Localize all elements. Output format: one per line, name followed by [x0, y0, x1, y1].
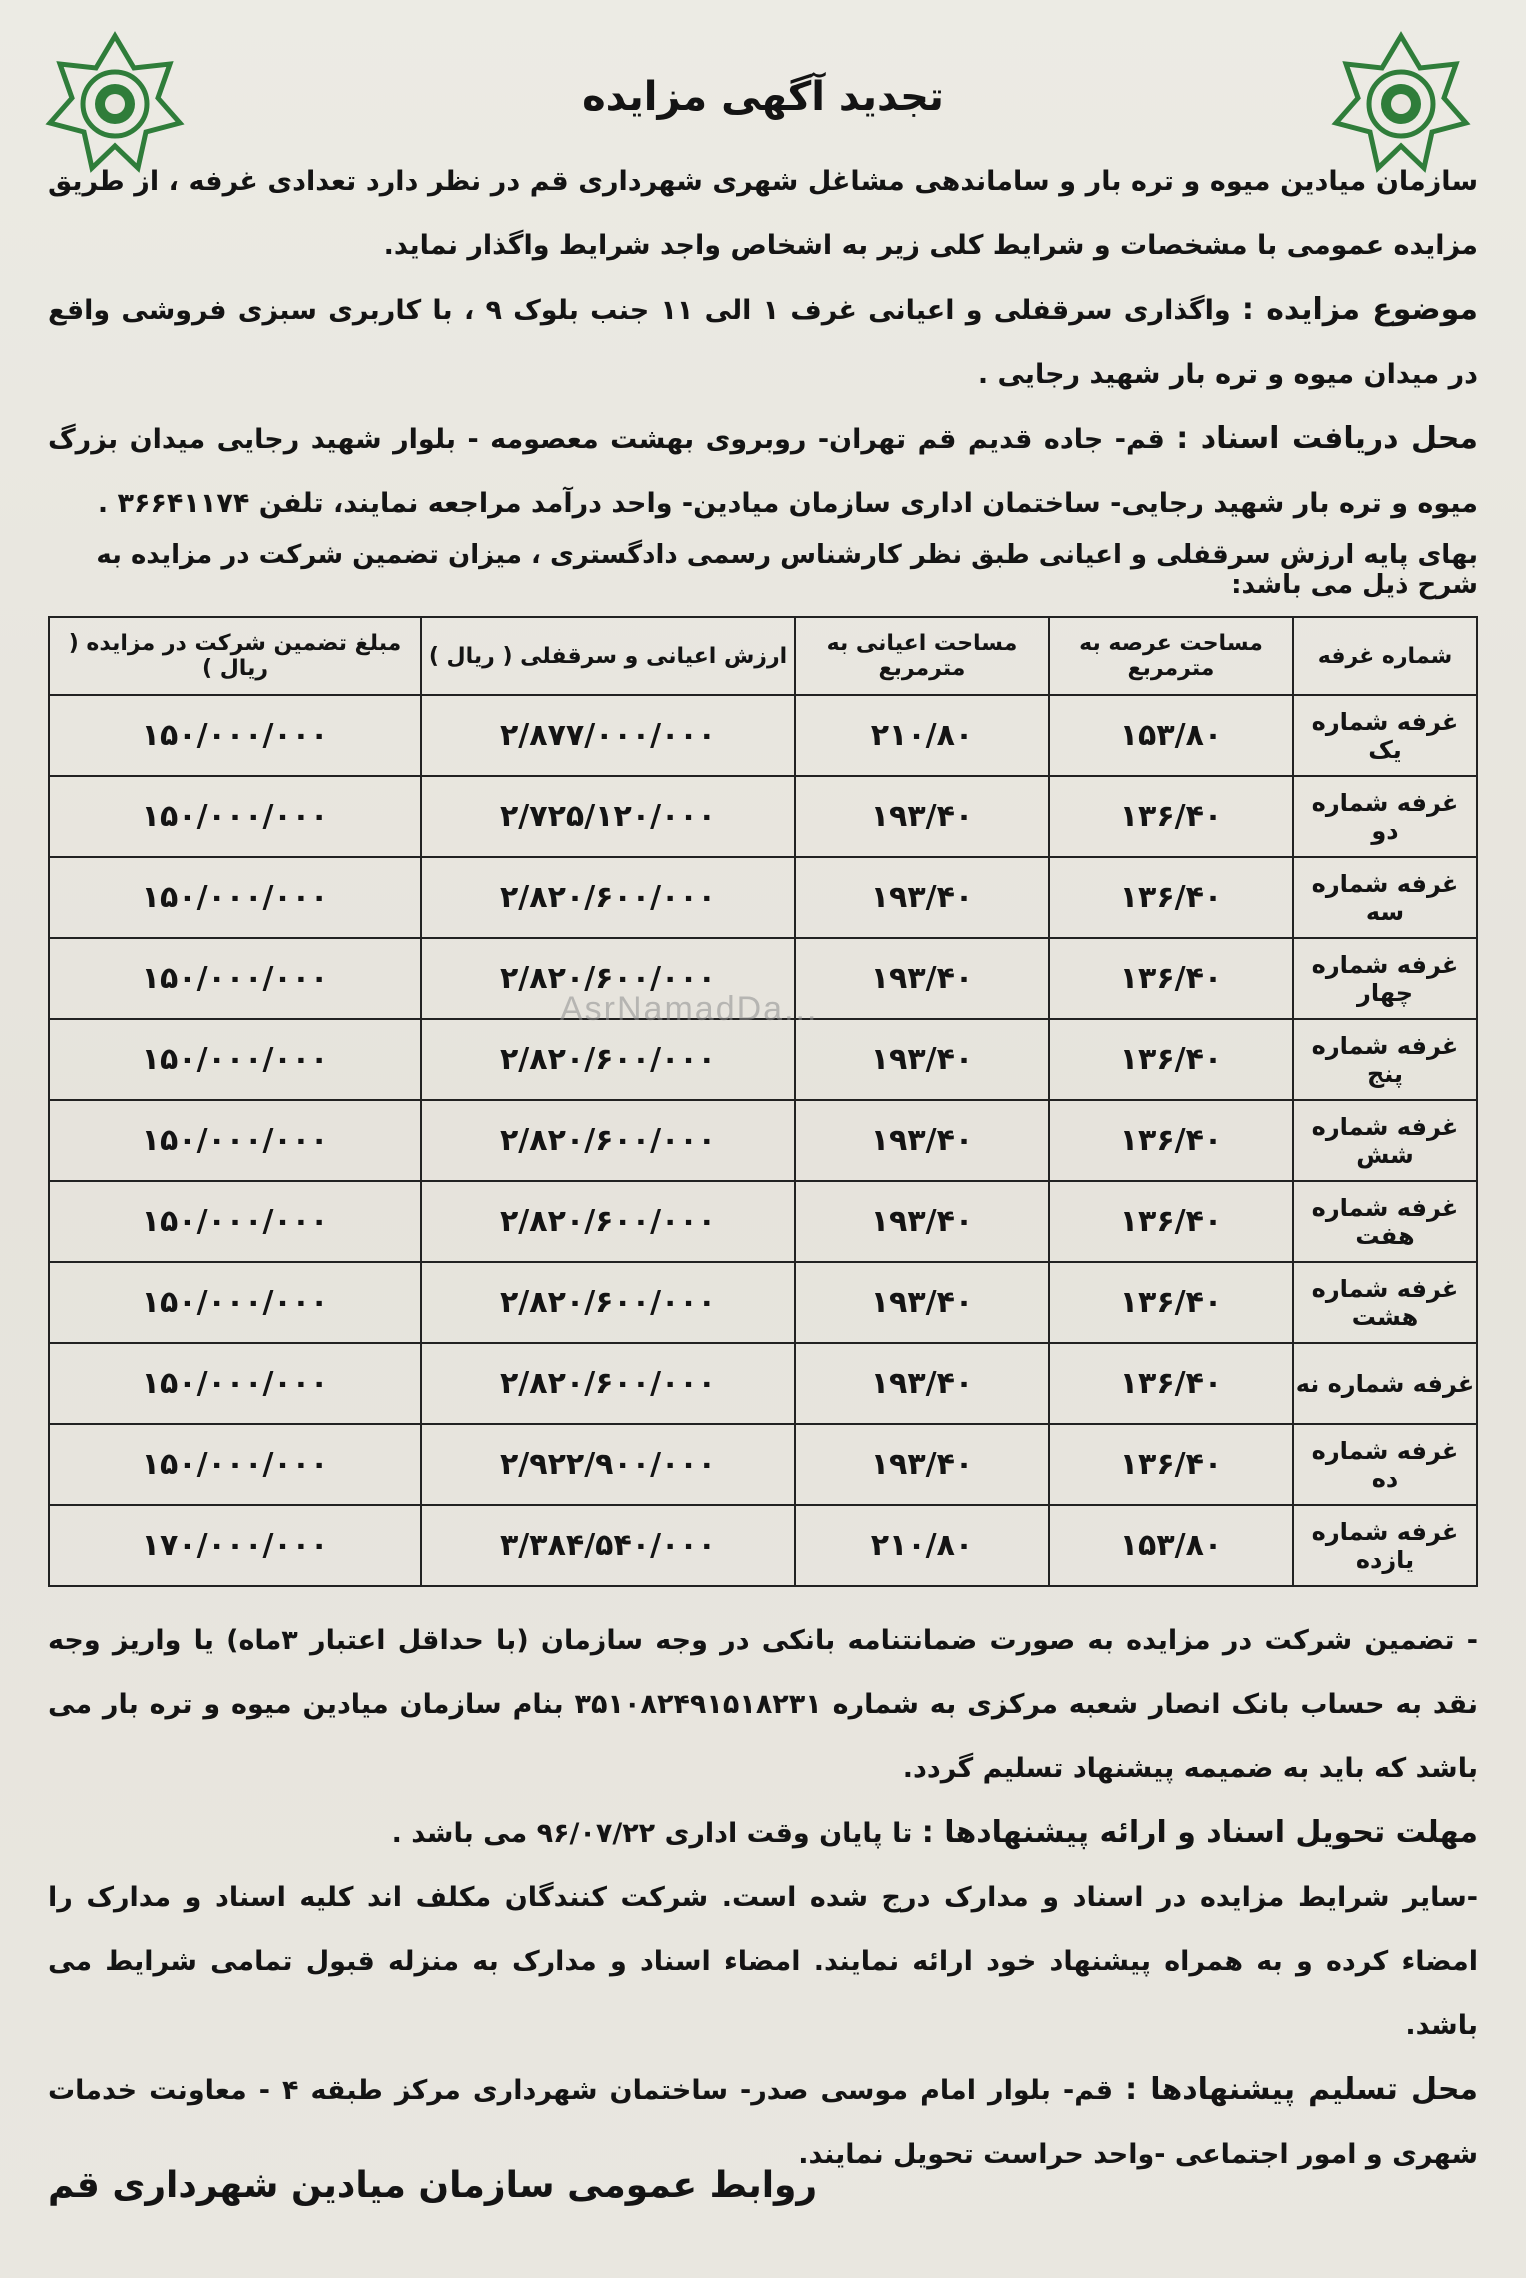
cell-land-area: ۱۳۶/۴۰ [1049, 857, 1293, 938]
cell-room: غرفه شماره شش [1293, 1100, 1477, 1181]
cell-building-area: ۱۹۳/۴۰ [795, 1019, 1049, 1100]
cell-room: غرفه شماره یازده [1293, 1505, 1477, 1586]
cell-building-area: ۲۱۰/۸۰ [795, 1505, 1049, 1586]
cell-building-area: ۱۹۳/۴۰ [795, 857, 1049, 938]
cell-value: ۲/۸۷۷/۰۰۰/۰۰۰ [421, 695, 795, 776]
subject-text: واگذاری سرقفلی و اعیانی غرف ۱ الی ۱۱ جنب بلوک ۹ ، با کاربری سبزی فروشی واقع در میدان میوه و تره بار شهید رجایی . [48, 295, 1478, 390]
table-row [49, 1343, 1477, 1424]
deadline-label: مهلت تحویل اسناد و ارائه پیشنهادها : [921, 1815, 1478, 1850]
cell-building-area: ۱۹۳/۴۰ [795, 938, 1049, 1019]
ad-title: تجدید آگهی مزایده [582, 74, 944, 120]
header-land-area: مساحت عرصه به مترمربع [1049, 617, 1293, 695]
table-intro: بهای پایه ارزش سرقفلی و اعیانی طبق نظر کارشناس رسمی دادگستری ، میزان تضمین شرکت در مزایده به شرح ذیل می باشد: [96, 540, 1478, 600]
cell-guarantee: ۱۵۰/۰۰۰/۰۰۰ [49, 1343, 421, 1424]
guarantee-paragraph: - تضمین شرکت در مزایده به صورت ضمانتنامه بانکی در وجه سازمان (با حداقل اعتبار ۳ماه) یا واریز وجه نقد به حساب بانک انصار شعبه مرکزی به شماره ۳۵۱۰۸۲۴۹۱۵۱۸۲۳۱ بنام سازمان میادین میوه و تره بار می باشد که باید به ضمیمه پیشنهاد تسلیم گردد. [48, 1625, 1479, 1784]
cell-value: ۲/۸۲۰/۶۰۰/۰۰۰ [421, 857, 795, 938]
cell-building-area: ۱۹۳/۴۰ [795, 1424, 1049, 1505]
cell-value: ۳/۳۸۴/۵۴۰/۰۰۰ [421, 1505, 795, 1586]
cell-room: غرفه شماره دو [1293, 776, 1477, 857]
cell-room: غرفه شماره هشت [1293, 1262, 1477, 1343]
documents-label: محل دریافت اسناد : [1176, 421, 1478, 456]
header-value: ارزش اعیانی و سرقفلی ( ریال ) [421, 617, 795, 695]
cell-building-area: ۱۹۳/۴۰ [795, 1343, 1049, 1424]
cell-guarantee: ۱۵۰/۰۰۰/۰۰۰ [49, 938, 421, 1019]
documents-text: قم- جاده قدیم قم تهران- روبروی بهشت معصومه - بلوار شهید رجایی میدان بزرگ میوه و تره بار شهید رجایی- ساختمان اداری سازمان میادین- واحد درآمد مراجعه نمایند، تلفن ۳۶۶۴۱۱۷۴ . [48, 424, 1478, 519]
cell-value: ۲/۹۲۲/۹۰۰/۰۰۰ [421, 1424, 795, 1505]
table-row [49, 1505, 1477, 1586]
deadline-text: تا پایان وقت اداری ۹۶/۰۷/۲۲ می باشد . [391, 1818, 913, 1849]
cell-guarantee: ۱۵۰/۰۰۰/۰۰۰ [49, 695, 421, 776]
municipality-logo-left [30, 28, 200, 178]
table-row [49, 1424, 1477, 1505]
cell-guarantee: ۱۵۰/۰۰۰/۰۰۰ [49, 776, 421, 857]
documents-paragraph [48, 407, 1478, 536]
cell-guarantee: ۱۵۰/۰۰۰/۰۰۰ [49, 1100, 421, 1181]
other-terms-paragraph: -سایر شرایط مزایده در اسناد و مدارک درج شده است. شرکت کنندگان مکلف اند کلیه اسناد و مدارک را امضاء کرده و به همراه پیشنهاد خود ارائه نمایند. امضاء اسناد و مدارک به منزله قبول تمامی شرایط می باشد. [48, 1882, 1478, 2041]
deadline-paragraph [48, 1801, 1478, 1866]
cell-land-area: ۱۵۳/۸۰ [1049, 695, 1293, 776]
cell-value: ۲/۸۲۰/۶۰۰/۰۰۰ [421, 1181, 795, 1262]
cell-land-area: ۱۳۶/۴۰ [1049, 776, 1293, 857]
cell-building-area: ۱۹۳/۴۰ [795, 776, 1049, 857]
cell-building-area: ۱۹۳/۴۰ [795, 1262, 1049, 1343]
cell-room: غرفه شماره هفت [1293, 1181, 1477, 1262]
submission-label: محل تسلیم پیشنهادها : [1125, 2072, 1479, 2107]
cell-land-area: ۱۳۶/۴۰ [1049, 1424, 1293, 1505]
cell-room: غرفه شماره سه [1293, 857, 1477, 938]
cell-room: غرفه شماره نه [1293, 1343, 1477, 1424]
cell-room: غرفه شماره یک [1293, 695, 1477, 776]
table-row [49, 776, 1477, 857]
cell-land-area: ۱۳۶/۴۰ [1049, 938, 1293, 1019]
booths-table [48, 616, 1478, 1587]
cell-room: غرفه شماره ده [1293, 1424, 1477, 1505]
cell-building-area: ۱۹۳/۴۰ [795, 1100, 1049, 1181]
cell-land-area: ۱۳۶/۴۰ [1049, 1100, 1293, 1181]
cell-land-area: ۱۳۶/۴۰ [1049, 1181, 1293, 1262]
cell-guarantee: ۱۵۰/۰۰۰/۰۰۰ [49, 1019, 421, 1100]
municipality-logo-right [1316, 28, 1486, 178]
cell-land-area: ۱۳۶/۴۰ [1049, 1343, 1293, 1424]
table-row [49, 857, 1477, 938]
cell-land-area: ۱۳۶/۴۰ [1049, 1019, 1293, 1100]
cell-guarantee: ۱۵۰/۰۰۰/۰۰۰ [49, 857, 421, 938]
cell-value: ۲/۸۲۰/۶۰۰/۰۰۰ [421, 1100, 795, 1181]
cell-guarantee: ۱۵۰/۰۰۰/۰۰۰ [49, 1181, 421, 1262]
subject-label: موضوع مزایده : [1241, 292, 1478, 327]
subject-paragraph [48, 278, 1478, 407]
header-building-area: مساحت اعیانی به مترمربع [795, 617, 1049, 695]
header-guarantee: مبلغ تضمین شرکت در مزایده ( ریال ) [49, 617, 421, 695]
cell-guarantee: ۱۵۰/۰۰۰/۰۰۰ [49, 1424, 421, 1505]
table-row [49, 1019, 1477, 1100]
header-room: شماره غرفه [1293, 617, 1477, 695]
cell-building-area: ۱۹۳/۴۰ [795, 1181, 1049, 1262]
signature: روابط عمومی سازمان میادین شهرداری قم [48, 2165, 818, 2206]
cell-value: ۲/۸۲۰/۶۰۰/۰۰۰ [421, 1262, 795, 1343]
watermark: AsrNamadDa... [560, 990, 819, 1028]
table-row [49, 1262, 1477, 1343]
table-row [49, 1100, 1477, 1181]
table-header-row [49, 617, 1477, 695]
cell-building-area: ۲۱۰/۸۰ [795, 695, 1049, 776]
intro-paragraph: سازمان میادین میوه و تره بار و ساماندهی مشاغل شهری شهرداری قم در نظر دارد تعدادی غرفه ، از طریق مزایده عمومی با مشخصات و شرایط کلی زیر به اشخاص واجد شرایط واگذار نماید. [48, 166, 1478, 261]
table-row [49, 1181, 1477, 1262]
cell-land-area: ۱۵۳/۸۰ [1049, 1505, 1293, 1586]
table-row [49, 695, 1477, 776]
cell-value: ۲/۸۲۰/۶۰۰/۰۰۰ [421, 1019, 795, 1100]
cell-guarantee: ۱۷۰/۰۰۰/۰۰۰ [49, 1505, 421, 1586]
cell-room: غرفه شماره پنج [1293, 1019, 1477, 1100]
cell-room: غرفه شماره چهار [1293, 938, 1477, 1019]
cell-value: ۲/۸۲۰/۶۰۰/۰۰۰ [421, 1343, 795, 1424]
cell-guarantee: ۱۵۰/۰۰۰/۰۰۰ [49, 1262, 421, 1343]
cell-value: ۲/۷۲۵/۱۲۰/۰۰۰ [421, 776, 795, 857]
submission-text: قم- بلوار امام موسی صدر- ساختمان شهرداری مرکز طبقه ۴ - معاونت خدمات شهری و امور اجتماعی -واحد حراست تحویل نمایند. [48, 2075, 1478, 2170]
cell-value: ۲/۸۲۰/۶۰۰/۰۰۰ [421, 938, 795, 1019]
cell-land-area: ۱۳۶/۴۰ [1049, 1262, 1293, 1343]
